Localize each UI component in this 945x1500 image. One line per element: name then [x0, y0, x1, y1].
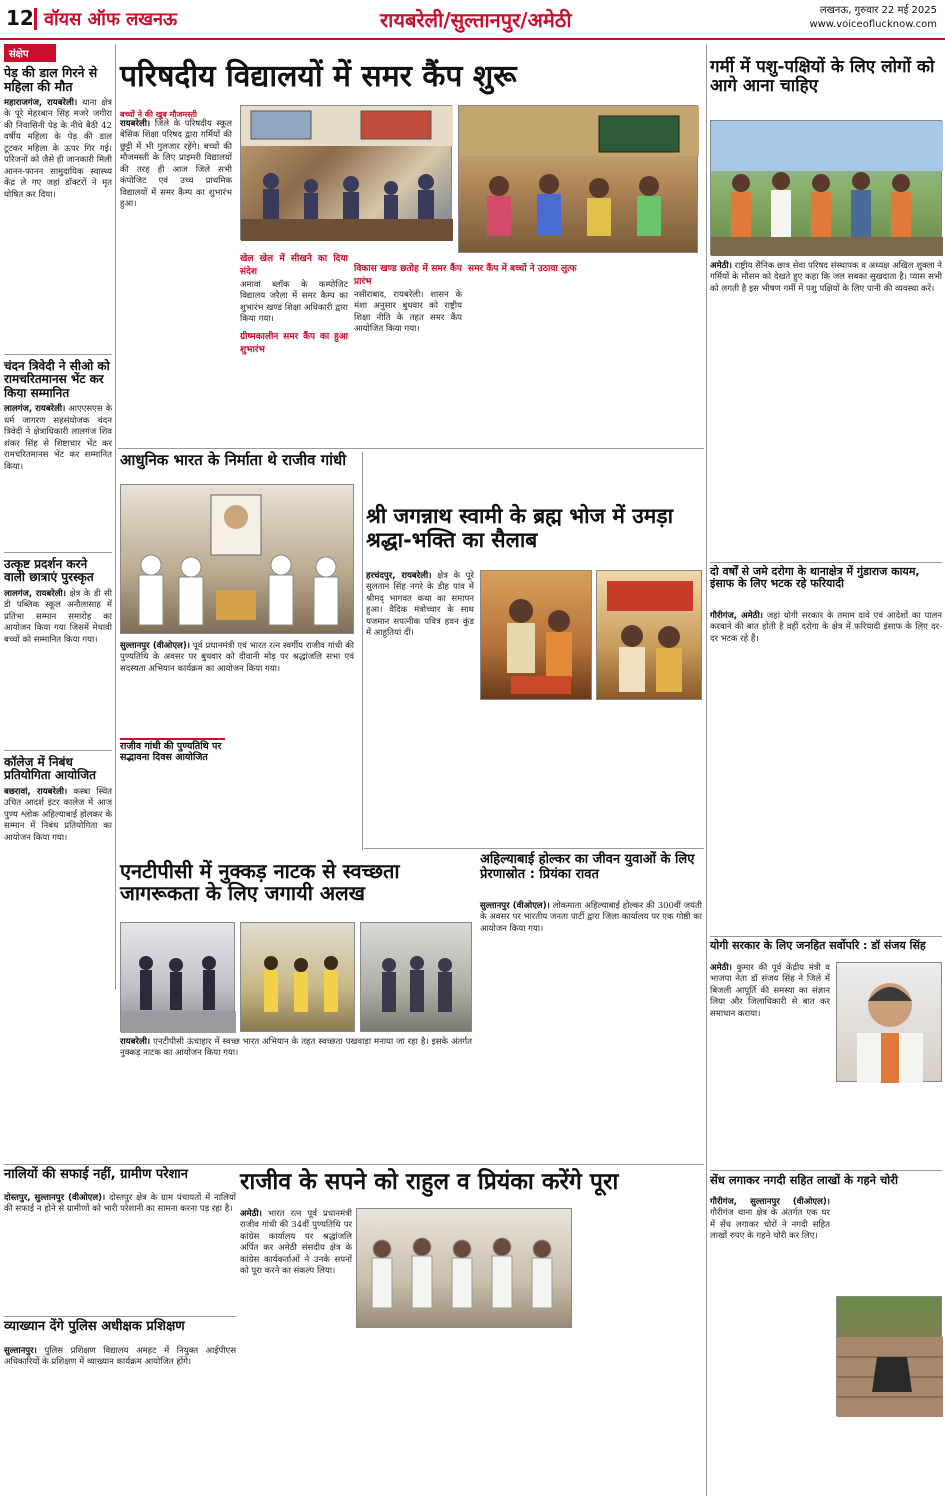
- ntpc-byline: रायबरेली।: [120, 1037, 151, 1047]
- brief-byline: लालगंज, रायबरेली।: [4, 588, 66, 599]
- brief-label: संक्षेप: [4, 44, 56, 62]
- pashu-body: [710, 260, 942, 560]
- jagannath-headline: श्री जगन्नाथ स्वामी के ब्रह्म भोज में उमड़ा श्रद्धा-भक्ति का सैलाब: [366, 504, 674, 552]
- brief-title: उत्कृष्ट प्रदर्शन करने वाली छात्राएं पुरस्कृत: [4, 557, 94, 585]
- chori-text: गौरीगंज थाना क्षेत्र के अंतर्गत एक घर में सेंध लगाकर चोरों ने नगदी सहित लाखों रुपए के गहने चोरी कर लिए।: [710, 1208, 830, 1242]
- ntpc-headline: एनटीपीसी में नुक्कड़ नाटक से स्वच्छता जागरूकता के लिए जगायी अलख: [120, 859, 400, 906]
- ntpc-body: [120, 1036, 472, 1156]
- divider: [364, 848, 704, 849]
- police-text: पुलिस प्रशिक्षण विद्यालय अमहट में नियुक्त आईपीएस अधिकारियों के प्रशिक्षण में व्याख्यान कार्यक्रम आयोजित होंगे।: [4, 1346, 237, 1368]
- rahul-body: [240, 1208, 352, 1496]
- brief-text: [4, 403, 112, 525]
- divider: [4, 1164, 236, 1165]
- brief-text: [4, 97, 112, 322]
- divider: [4, 750, 112, 751]
- lead-sub-4: समर कैंप में बच्चों ने उठाया लुत्फ: [468, 264, 577, 274]
- divider: [710, 936, 942, 937]
- police-byline: सुल्तानपुर।: [4, 1346, 37, 1356]
- lead-col-5: [590, 258, 702, 443]
- divider: [4, 552, 112, 553]
- devotees-illustration: [597, 571, 703, 701]
- lead-col-3: [354, 258, 462, 443]
- rajiv-box-title: राजीव गांधी की पुण्यतिथि पर सद्भावना दिवस आयोजित: [120, 741, 222, 763]
- brief-byline: बछरावां, रायबरेली।: [4, 786, 68, 797]
- daroga-byline: गौरीगंज, अमेठी।: [710, 611, 764, 621]
- jagannath-byline: हरचंदपुर, रायबरेली।: [366, 571, 432, 581]
- naliyan-headline-block: [4, 1168, 236, 1192]
- rajiv-headline-block: [120, 452, 360, 482]
- masthead-divider: [34, 8, 37, 30]
- chori-headline-block: [710, 1174, 942, 1194]
- jagannath-text: क्षेत्र के पूरे सुलतान सिंह नगरे के डीह पांव में श्रीमद् भागवत कथा का समापन हुआ। वैदिक मंत्रोच्चार के साथ यजमान सपत्नीक पवित्र हवन कुंड में आहुतियां दीं।: [366, 571, 474, 639]
- rajiv-text: पूर्व प्रधानमंत्री एवं भारत रत्न स्वर्गीय राजीव गांधी की पुण्यतिथि के अवसर पर बुधवार को दीवानी मोड़ पर श्रद्धांजलि सभा एवं सदस्यता अभियान कार्यक्रम का आयोजन किया गया।: [120, 641, 354, 674]
- daroga-headline-block: [710, 566, 942, 610]
- rajiv-box: [120, 738, 225, 778]
- volunteers-illustration: [711, 121, 943, 256]
- daroga-text: जहां योगी सरकार के तमाम दावे एवं आदेशों का पालन करवाने की बात होती है वहीं दरोगा के क्षेत्र में फरियादी इंसाफ के लिए दर-दर भटक रहे हैं।: [710, 611, 943, 644]
- classroom-illustration: [241, 106, 453, 241]
- brief-byline: लालगंज, रायबरेली।: [4, 404, 66, 415]
- ntpc-text: एनटीपीसी ऊंचाहार में स्वच्छ भारत अभियान के तहत स्वच्छता पखवाड़ा मनाया जा रहा है। इसके अंतर्गत नुक्कड़ नाटक का आयोजन किया गया।: [120, 1037, 472, 1059]
- awareness-illustration: [241, 923, 356, 1033]
- divider: [710, 1170, 942, 1171]
- divider: [710, 562, 942, 563]
- paper-name: वॉयस ऑफ लखनऊ: [44, 9, 178, 30]
- brief-text: [4, 588, 112, 738]
- sanjay-text: कुमार की पूर्व केंद्रीय मंत्री व भाजपा नेता डॉ संजय सिंह ने जिले में बिजली आपूर्ति की समस्या का संज्ञान लिया और जिलाधिकारी से बात कर समाधान कराया।: [710, 963, 831, 1019]
- lead-sub-3: विकास खण्ड छतोह में समर कैंप प्रारंभ: [354, 264, 462, 287]
- ntpc-photo-3: [360, 922, 472, 1032]
- lead-body: जिले के परिषदीय स्कूल बेसिक शिक्षा परिषद द्वारा गर्मियों की छुट्टी में भी गुलजार रहेंगे। बच्चों की मौजमस्ती के लिए प्राइमरी विद्यालयों की तरह ही आज जिले सभी कंपोजिट एवं उच्च प्राथमिक विद्यालयों में समर कैम्प का शुभारंभ हुआ।: [120, 119, 232, 210]
- sanjay-headline-block: [710, 940, 942, 958]
- brief-item: [4, 558, 112, 738]
- portrait-illustration: [837, 963, 943, 1083]
- rahul-body-2: [356, 1332, 704, 1496]
- lead-photo-students: [458, 105, 698, 253]
- site-url[interactable]: www.voiceoflucknow.com: [809, 19, 937, 30]
- lead-col-4: [468, 258, 584, 443]
- participants-illustration: [361, 923, 473, 1033]
- pashu-byline: अमेठी।: [710, 261, 732, 271]
- brief-text: [4, 786, 112, 976]
- brief-item: [4, 66, 112, 322]
- ahilya-text: लोकमाता अहिल्याबाई होल्कर की 300वीं जयंती के अवसर पर भारतीय जनता पार्टी द्वारा जिला कार्यालय पर एक गोष्ठी का आयोजन किया गया।: [480, 901, 702, 934]
- ntpc-photo-1: [120, 922, 235, 1032]
- pashu-text: राष्ट्रीय सैनिक छात्र सेवा परिषद संस्थापक व अध्यक्ष अखिल शुक्ला ने गर्मियों के मौसम को देखते हुए कहा कि जल सबका सुखदाता है। प्यास सभी को लगती है इस भीषण गर्मी में पशु पक्षियों के लिए पानी की व्यवस्था करें।: [710, 261, 943, 294]
- divider: [118, 448, 704, 449]
- students-illustration: [459, 106, 699, 254]
- brief-body: क्षेत्र के डी सी डी पब्लिक स्कूल अनौलासाह में प्रतिभा सम्मान समारोह का आयोजन किया गया जिसमें मेधावी बच्चों को सम्मानित किया गया।: [4, 588, 113, 645]
- ahilya-headline: अहिल्याबाई होल्कर का जीवन युवाओं के लिए प्रेरणास्रोत : प्रियंका रावत: [480, 852, 695, 882]
- rahul-headline: राजीव के सपने को राहुल व प्रियंका करेंगे पूरा: [240, 1169, 619, 1195]
- lead-kicker: बच्चों ने की खूब मौजमस्ती: [120, 110, 197, 119]
- ntpc-photo-2: [240, 922, 355, 1032]
- divider: [4, 354, 112, 355]
- jagannath-headline-block: [366, 505, 702, 567]
- lead-sub-1: खेल खेल में सीखने का दिया संदेश: [240, 254, 348, 277]
- daroga-headline: दो वर्षों से जमे दरोगा के थानाक्षेत्र में गुंडाराज कायम, इंसाफ के लिए भटक रहे फरियादी: [710, 565, 920, 591]
- naliyan-byline: दोस्तपुर, सुल्तानपुर (वीओएल)।: [4, 1193, 106, 1203]
- lead-headline: परिषदीय विद्यालयों में समर कैंप शुरू: [120, 59, 517, 94]
- police-headline-block: [4, 1320, 236, 1344]
- lead-sub-2: ग्रीष्मकालीन समर कैंप का हुआ शुभारंभ: [240, 331, 348, 355]
- page-number: 12: [6, 6, 34, 30]
- jagannath-photo-1: [480, 570, 592, 700]
- congress-workers-illustration: [357, 1209, 573, 1329]
- ahilya-byline: सुल्तानपुर (वीओएल)।: [480, 901, 550, 911]
- pashu-photo: [710, 120, 942, 255]
- column-rule: [706, 44, 707, 1496]
- divider: [4, 1316, 236, 1317]
- brief-title: कॉलेज में निबंध प्रतियोगिता आयोजित: [4, 755, 97, 783]
- lead-headline-block: [120, 60, 700, 100]
- rajiv-photo: [120, 484, 354, 634]
- lead-col-2: [240, 248, 348, 443]
- naliyan-text: दोस्तपुर क्षेत्र के ग्राम पंचायतों में नालियों की सफाई न होने से ग्रामीणों को भारी परेशानी का सामना करना पड़ रहा है।: [4, 1193, 237, 1215]
- jagannath-body: [366, 570, 474, 840]
- column-rule: [115, 44, 116, 990]
- lead-photo-classroom: [240, 105, 452, 240]
- rahul-photo: [356, 1208, 572, 1328]
- broken-wall-illustration: [837, 1297, 943, 1417]
- lead-byline: रायबरेली।: [120, 119, 151, 129]
- brief-title: चंदन त्रिवेदी ने सीओ को रामचरितमानस भेंट कर किया सम्मानित: [4, 359, 110, 400]
- brief-item: [4, 756, 112, 976]
- sanjay-body: [710, 962, 830, 1082]
- section-title: रायबरेली/सुल्तानपुर/अमेठी: [380, 8, 572, 32]
- brief-item: [4, 360, 112, 525]
- sanjay-headline: योगी सरकार के लिए जनहित सर्वोपरि : डॉ संजय सिंह: [710, 939, 926, 952]
- naliyan-headline: नालियों की सफाई नहीं, ग्रामीण परेशान: [4, 1167, 188, 1182]
- ntpc-headline-block: [120, 860, 470, 920]
- rahul-headline-block: [240, 1170, 704, 1204]
- brief-byline: महाराजगंज, रायबरेली।: [4, 98, 78, 108]
- ahilya-body: [480, 900, 702, 1170]
- police-body: [4, 1345, 236, 1495]
- rajiv-headline: आधुनिक भारत के निर्माता थे राजीव गांधी: [120, 451, 347, 469]
- chori-body: [710, 1196, 830, 1496]
- pashu-headline: गर्मी में पशु-पक्षियों के लिए लोगों को आगे आना चाहिए: [710, 57, 935, 97]
- chori-byline: गौरीगंज, सुल्तानपुर (वीओएल)।: [710, 1197, 830, 1207]
- chori-headline: सेंध लगाकर नगदी सहित लाखों के गहने चोरी: [710, 1173, 898, 1187]
- brief-body: आएएसएस के धर्म जागरण सहसंयोजक चंदन त्रिवेदी ने क्षेत्राधिकारी लालगंज शिव शंकर सिंह से शिष्टाचार भेंट कर रामचरितमानस भेंट कर सम्मानित किया।: [4, 404, 113, 472]
- jagannath-photo-2: [596, 570, 702, 700]
- naliyan-body: [4, 1192, 236, 1312]
- rajiv-tribute-illustration: [121, 485, 355, 635]
- street-play-illustration: [121, 923, 236, 1033]
- daroga-body: [710, 610, 942, 932]
- brief-body: कस्बा स्थित उचित आदर्श इंटर कालेज में आज पुण्य श्लोक अहिल्याबाई होलकर के सम्मान में निबंध प्रतियोगिता का आयोजन किया गया।: [4, 786, 112, 843]
- lead-body-3: नसीराबाद, रायबरेली। शासन के मंशा अनुसार बुधवार को राष्ट्रीय शिक्षा नीति के तहत समर कैंप आयोजित किया गया।: [354, 290, 462, 335]
- sanjay-portrait: [836, 962, 942, 1082]
- sanjay-byline: अमेठी।: [710, 963, 732, 973]
- chori-photo: [836, 1296, 942, 1416]
- rajiv-body: [120, 640, 354, 740]
- rajiv-byline: सुल्तानपुर (वीओएल)।: [120, 641, 190, 651]
- sanjay-body-2: [710, 1086, 942, 1168]
- pashu-headline-block: [710, 58, 942, 118]
- brief-sidebar: [4, 44, 112, 990]
- brief-title: पेड़ की डाल गिरने से महिला की मौत: [4, 65, 98, 94]
- dateline-block: [809, 4, 937, 32]
- rahul-byline: अमेठी।: [240, 1209, 262, 1219]
- ritual-illustration: [481, 571, 593, 701]
- ahilya-headline-block: [480, 853, 702, 897]
- jagannath-body-2: [480, 705, 702, 845]
- lead-body-2: अमावां ब्लॉक के कम्पोजिट विद्यालय जरैला में समर कैम्प का शुभारंभ खण्ड शिक्षा अधिकारी द्वारा किया गया।: [240, 280, 348, 325]
- police-headline: व्याख्यान देंगे पुलिस अधीक्षक प्रशिक्षण: [4, 1319, 185, 1334]
- lead-col-1: [120, 118, 232, 443]
- dateline: लखनऊ, गुरुवार 22 मई 2025: [819, 5, 937, 16]
- masthead: [0, 0, 945, 40]
- column-rule: [362, 452, 363, 850]
- rahul-text: भारत रत्न पूर्व प्रधानमंत्री राजीव गांधी की 34वीं पुण्यतिथि पर कांग्रेस कार्यालय पर श्रद्धांजलि अर्पित कर अमेठी संसदीय क्षेत्र के कांग्रेस कार्यकर्ताओं ने उनके सपनों को पूरा करने का संकल्प लिया।: [240, 1209, 352, 1277]
- lead-kicker-box: [120, 102, 240, 119]
- brief-body: थाना क्षेत्र के पूरे मेहरबान सिंह मजरे जगीरा की निवासिनी पेड़ के नीचे बैठी 42 वर्षीय महिला के पेड़ की डाल टूटकर महिला के ऊपर गिर गई। परिजनों को जैसे ही जानकारी मिली आनन-फानन सामुदायिक स्वास्थ्य केंद्र ले गए जहां डॉक्टरों ने मृत घोषित कर दिया।: [4, 98, 112, 200]
